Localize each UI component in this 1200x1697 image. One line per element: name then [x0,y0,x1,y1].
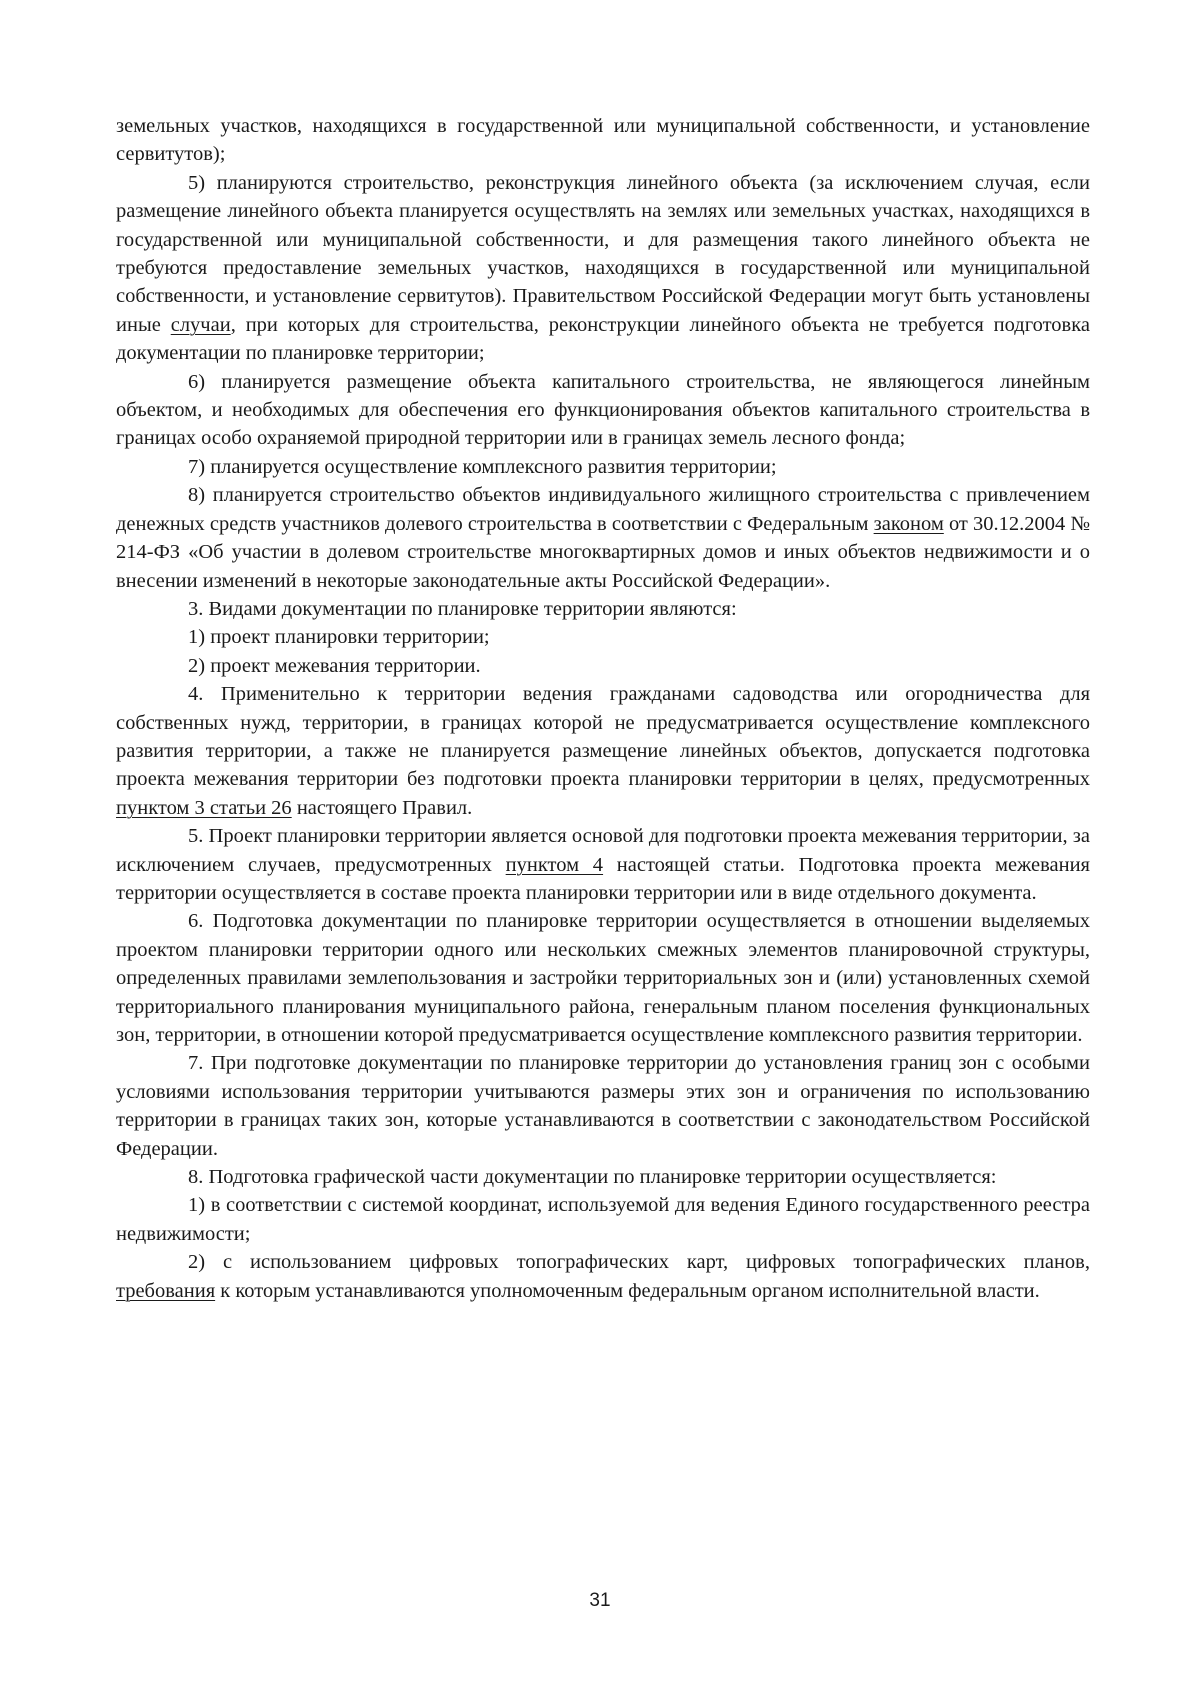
paragraph [116,595,1090,623]
paragraph [116,1163,1090,1191]
paragraph [116,453,1090,481]
paragraph-text: настоящей статьи. Подготовка проекта межевания территории осуществляется в составе проекта планировки территории или в виде отдельного документа. [116,853,1090,904]
paragraph-text: 1) в соответствии с системой координат, используемой для ведения Единого государственного реестра недвижимости; [116,1194,1090,1245]
paragraph-text: 6. Подготовка документации по планировке территории осуществляется в отношении выделяемых проектом планировки территории одного или нескольких смежных элементов планировочной структуры, определенных правилами землепользования и застройки территориальных зон и (или) установленных схемой территориального планирования муниципального района, генеральным планом поселения функциональных зон, территории, в отношении которой предусматривается осуществление комплексного развития территории. [116,910,1090,1046]
paragraph-text: 5. Проект планировки территории является основой для подготовки проекта межевания территории, за исключением случаев, предусмотренных [116,825,1090,876]
document-body [116,112,1090,1305]
reference-link[interactable]: законом [873,512,944,535]
page-number: 31 [589,1590,611,1611]
paragraph-text: 6) планируется размещение объекта капитального строительства, не являющегося линейным объектом, и необходимых для обеспечения его функционирования объектов капитального строительства в границах особо охраняемой природной территории или в границах земель лесного фонда; [116,370,1090,450]
reference-link[interactable]: случаи [170,313,231,336]
paragraph-text: земельных участков, находящихся в государственной или муниципальной собственности, и установление сервитутов); [116,115,1090,166]
paragraph-text: , при которых для строительства, реконструкции линейного объекта не требуется подготовка документации по планировке территории; [116,313,1090,365]
paragraph-text: 5) планируются строительство, реконструкция линейного объекта (за исключением случая, если размещение линейного объекта планируется осуществлять на землях или земельных участках, находящихся в государственной или муниципальной собственности, и для размещения такого линейного объекта не требуются предоставление земельных участков, находящихся в государственной или муниципальной собственности, и установление сервитутов). Правительством Российской Федерации могут быть установлены иные [116,171,1090,336]
paragraph [116,368,1090,453]
paragraph [116,112,1090,169]
reference-link[interactable]: пунктом 4 [505,853,604,876]
paragraph-text: 1) проект планировки территории; [188,626,490,649]
paragraph-text: 8) планируется строительство объектов индивидуального жилищного строительства с привлечением денежных средств участников долевого строительства в соответствии с Федеральным [116,484,1090,535]
paragraph-text: 3. Видами документации по планировке территории являются: [188,597,737,620]
reference-link[interactable]: пунктом 3 статьи 26 [116,796,292,819]
paragraph-text: настоящего Правил. [291,796,473,819]
paragraph [116,1248,1090,1305]
paragraph [116,1049,1090,1163]
paragraph [116,652,1090,680]
paragraph [116,623,1090,651]
paragraph-text: 7) планируется осуществление комплексного развития территории; [188,455,777,478]
paragraph [116,481,1090,595]
reference-link[interactable]: требования [116,1279,216,1302]
paragraph-text: 7. При подготовке документации по планировке территории до установления границ зон с особыми условиями использования территории учитываются размеры этих зон и ограничения по использованию территории в границах таких зон, которые устанавливаются в соответствии с законодательством Российской Федерации. [116,1052,1090,1160]
paragraph-text: 2) с использованием цифровых топографических карт, цифровых топографических планов, [188,1251,1090,1274]
paragraph-text: 4. Применительно к территории ведения гражданами садоводства или огородничества для собственных нужд, территории, в границах которой не предусматривается осуществление комплексного развития территории, а также не планируется размещение линейных объектов, допускается подготовка проекта межевания территории без подготовки проекта планировки территории в целях, предусмотренных [116,683,1090,791]
paragraph-text: от 30.12.2004 № 214-ФЗ «Об участии в долевом строительстве многоквартирных домов и иных объектов недвижимости и о внесении изменений в некоторые законодательные акты Российской Федерации». [116,512,1090,592]
paragraph-text: к которым устанавливаются уполномоченным федеральным органом исполнительной власти. [215,1279,1040,1302]
paragraph [116,169,1090,368]
paragraph-text: 8. Подготовка графической части документации по планировке территории осуществляется: [188,1166,997,1189]
paragraph [116,822,1090,907]
paragraph [116,907,1090,1049]
paragraph [116,1191,1090,1248]
paragraph [116,680,1090,822]
paragraph-text: 2) проект межевания территории. [188,654,481,677]
